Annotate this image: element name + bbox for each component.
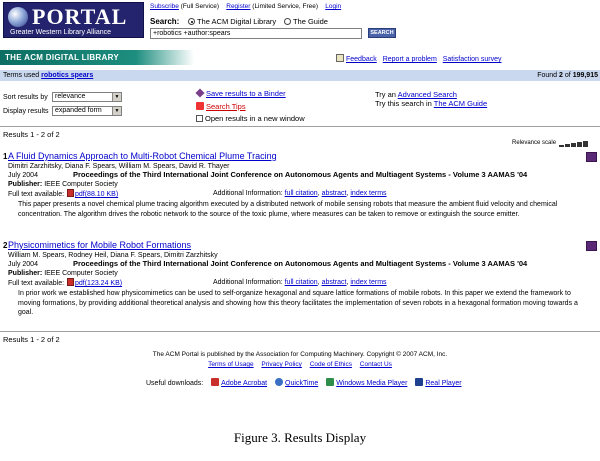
sort-value: relevance bbox=[55, 93, 86, 100]
adobe-acrobat-link[interactable]: Adobe Acrobat bbox=[221, 380, 268, 387]
useful-downloads bbox=[146, 378, 462, 387]
result-fulltext: Full text available: pdf(88.10 KB) bbox=[8, 191, 119, 198]
adobe-acrobat-icon bbox=[211, 378, 219, 386]
search-tips-link[interactable]: Search Tips bbox=[206, 102, 246, 111]
subscribe-note: (Full Service) bbox=[180, 3, 220, 10]
feedback-link[interactable]: Feedback bbox=[346, 56, 377, 63]
option-acm-label: The ACM Digital Library bbox=[196, 17, 277, 26]
footer-published-by: The ACM Portal is published by the Association for Computing Machinery. Copyright © 2007 ACM, Inc. bbox=[152, 351, 448, 358]
chevron-down-icon[interactable]: ▼ bbox=[112, 107, 121, 115]
result-date: July 2004 bbox=[8, 172, 38, 179]
windows-media-player-link[interactable]: Windows Media Player bbox=[336, 380, 408, 387]
binder-icon bbox=[195, 88, 204, 97]
feedback-links bbox=[336, 54, 506, 63]
result-additional-info: Additional Information: full citation, abstract, index terms bbox=[213, 190, 387, 197]
terms-of-usage-link[interactable]: Terms of Usage bbox=[208, 361, 254, 368]
results-count-top: Results 1 - 2 of 2 bbox=[3, 130, 60, 139]
quicktime-link[interactable]: QuickTime bbox=[285, 380, 319, 387]
result-additional-info: Additional Information: full citation, abstract, index terms bbox=[213, 279, 387, 286]
open-new-window-option[interactable] bbox=[196, 114, 305, 123]
result-item bbox=[3, 241, 593, 323]
portal-logo[interactable] bbox=[3, 2, 144, 38]
result-proceedings: Proceedings of the Third International Joint Conference on Autonomous Agents and Multiagent Systems - Volume 3 AAMAS '04 bbox=[73, 170, 528, 179]
result-title-link[interactable]: Physicomimetics for Mobile Robot Formations bbox=[8, 240, 192, 250]
display-label: Display results bbox=[3, 108, 49, 115]
result-authors: Dimitri Zarzhitsky, Diana F. Spears, William M. Spears, David R. Thayer bbox=[8, 163, 230, 170]
footer-links bbox=[0, 361, 600, 368]
code-of-ethics-link[interactable]: Code of Ethics bbox=[309, 361, 352, 368]
relevance-scale bbox=[512, 140, 588, 147]
terms-link[interactable]: robotics spears bbox=[41, 71, 94, 79]
full-citation-link[interactable]: full citation bbox=[284, 190, 318, 197]
search-label: Search: bbox=[150, 17, 180, 26]
terms-bar bbox=[0, 70, 600, 81]
relevance-bars-icon bbox=[558, 141, 588, 147]
result-fulltext: Full text available: pdf(123.24 KB) bbox=[8, 280, 123, 287]
option-guide-label: The Guide bbox=[292, 17, 328, 26]
abstract-link[interactable]: abstract bbox=[321, 279, 347, 286]
logo-subtitle: Greater Western Library Alliance bbox=[10, 29, 112, 36]
sort-label: Sort results by bbox=[3, 94, 48, 101]
divider bbox=[0, 126, 600, 127]
tips-icon bbox=[196, 102, 204, 110]
pdf-link[interactable]: pdf(88.10 KB) bbox=[74, 191, 119, 198]
figure-caption: Figure 3. Results Display bbox=[233, 430, 367, 445]
contact-us-link[interactable]: Contact Us bbox=[359, 361, 392, 368]
acm-guide-line bbox=[375, 99, 487, 108]
sort-select[interactable] bbox=[52, 92, 122, 102]
feedback-icon bbox=[336, 54, 344, 62]
try-advanced-prefix: Try an bbox=[375, 90, 396, 99]
terms-used bbox=[3, 72, 93, 79]
found-count bbox=[537, 72, 598, 79]
option-acm-library[interactable] bbox=[188, 17, 276, 26]
library-title: THE ACM DIGITAL LIBRARY bbox=[5, 53, 120, 62]
found-number: 2 bbox=[559, 71, 563, 79]
found-total: 199,915 bbox=[572, 71, 598, 79]
register-link[interactable]: Register bbox=[226, 3, 251, 10]
advanced-search-link[interactable]: Advanced Search bbox=[397, 90, 457, 99]
result-publisher: Publisher: IEEE Computer Society bbox=[8, 270, 118, 277]
result-date: July 2004 bbox=[8, 261, 38, 268]
result-abstract: This paper presents a novel chemical plume tracing algorithm executed by a distributed network of mobile sensing robots that measure the ambient fluid velocity and chemical concentration. The algorithm drives the robotic network to the source of the toxic plume, where measures can be taken to remove or extinguish the source emitter. bbox=[18, 201, 558, 218]
radio-acm-library[interactable] bbox=[188, 18, 195, 25]
results-count-bottom: Results 1 - 2 of 2 bbox=[3, 335, 60, 344]
account-links bbox=[150, 3, 341, 10]
register-note: (Limited Service, Free) bbox=[252, 3, 319, 10]
new-window-checkbox[interactable] bbox=[196, 115, 203, 122]
display-value: expanded form bbox=[55, 107, 102, 114]
result-item bbox=[3, 152, 593, 234]
result-number: 2 bbox=[3, 241, 8, 250]
result-proceedings: Proceedings of the Third International Joint Conference on Autonomous Agents and Multiagent Systems - Volume 3 AAMAS '04 bbox=[73, 259, 528, 268]
login-link[interactable]: Login bbox=[325, 3, 342, 10]
pdf-icon bbox=[67, 278, 74, 286]
privacy-policy-link[interactable]: Privacy Policy bbox=[261, 361, 302, 368]
search-input[interactable]: +robotics +author:spears bbox=[150, 28, 362, 39]
divider bbox=[0, 331, 600, 332]
windows-media-player-icon bbox=[326, 378, 334, 386]
search-tips-tool[interactable] bbox=[196, 102, 246, 111]
found-of: of bbox=[564, 71, 571, 79]
abstract-link[interactable]: abstract bbox=[321, 190, 347, 197]
logo-text: PORTAL bbox=[32, 4, 128, 29]
save-binder-tool[interactable] bbox=[196, 89, 286, 98]
acm-guide-link[interactable]: The ACM Guide bbox=[433, 99, 488, 108]
full-citation-link[interactable]: full citation bbox=[284, 279, 318, 286]
display-select[interactable] bbox=[52, 106, 122, 116]
search-button[interactable]: SEARCH bbox=[368, 28, 396, 38]
result-authors: William M. Spears, Rodney Heil, Diana F. Spears, Dimitri Zarzhitsky bbox=[8, 252, 218, 259]
satisfaction-survey-link[interactable]: Satisfaction survey bbox=[442, 56, 502, 63]
result-publisher: Publisher: IEEE Computer Society bbox=[8, 181, 118, 188]
index-terms-link[interactable]: index terms bbox=[350, 279, 387, 286]
quicktime-icon bbox=[275, 378, 283, 386]
real-player-icon bbox=[415, 378, 423, 386]
result-title-link[interactable]: A Fluid Dynamics Approach to Multi-Robot Chemical Plume Tracing bbox=[8, 151, 277, 161]
real-player-link[interactable]: Real Player bbox=[425, 380, 462, 387]
relevance-scale-label: Relevance scale bbox=[512, 140, 557, 146]
pdf-link[interactable]: pdf(123.24 KB) bbox=[74, 280, 123, 287]
terms-prefix: Terms used bbox=[3, 71, 40, 79]
downloads-label: Useful downloads: bbox=[146, 380, 204, 387]
subscribe-link[interactable]: Subscribe bbox=[150, 3, 179, 10]
new-window-label: Open results in a new window bbox=[205, 114, 305, 123]
index-terms-link[interactable]: index terms bbox=[350, 190, 387, 197]
result-number: 1 bbox=[3, 152, 8, 161]
library-bar bbox=[0, 50, 194, 65]
pdf-icon bbox=[67, 189, 74, 197]
relevance-icon bbox=[586, 241, 597, 251]
result-abstract: In prior work we established how physicomimetics can be used to self-organize hexagonal and square lattice formations of mobile robots. In this paper we extend the framework to moving formations, by providing additional theoretical analysis and showing how this theory facilitates the implementation of seven robots in a hexagonal formation moving towards a goal. bbox=[18, 290, 578, 316]
radio-guide[interactable] bbox=[284, 18, 291, 25]
advanced-search-line bbox=[375, 90, 457, 99]
try-guide-prefix: Try this search in bbox=[375, 99, 432, 108]
report-problem-link[interactable]: Report a problem bbox=[382, 56, 437, 63]
globe-icon bbox=[8, 7, 28, 27]
relevance-icon bbox=[586, 152, 597, 162]
chevron-down-icon[interactable]: ▼ bbox=[112, 93, 121, 101]
option-guide[interactable] bbox=[284, 17, 328, 26]
found-prefix: Found bbox=[537, 71, 558, 79]
save-binder-link[interactable]: Save results to a Binder bbox=[206, 89, 286, 98]
